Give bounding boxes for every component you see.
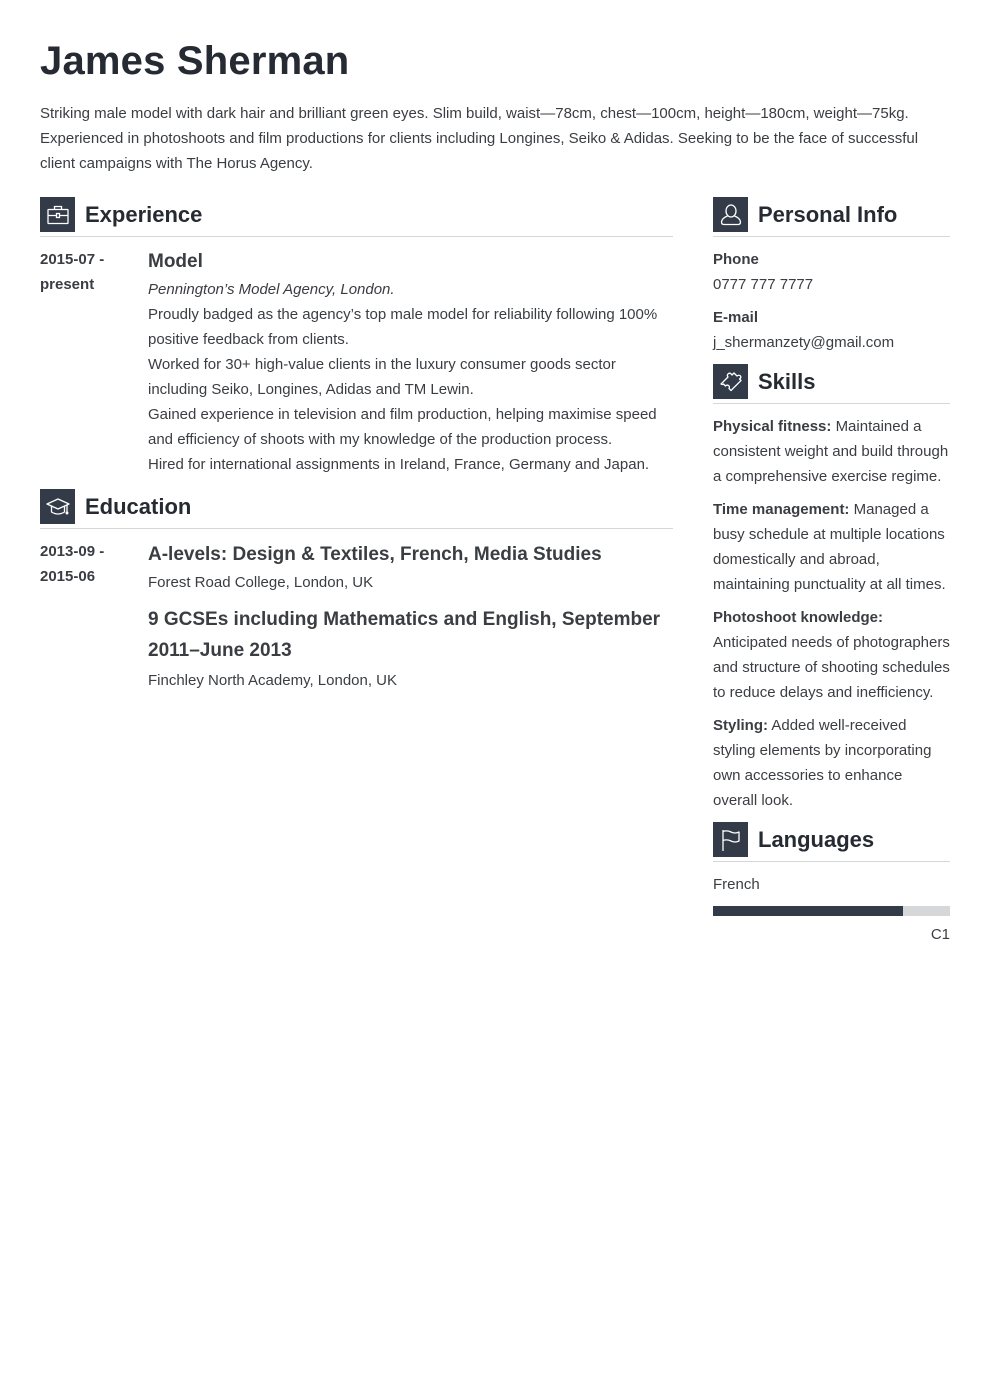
- job-bullet: Hired for international assignments in Ireland, France, Germany and Japan.: [148, 456, 650, 473]
- skills-list: [713, 414, 950, 813]
- experience-header: [40, 197, 673, 232]
- puzzle-piece-icon: [713, 364, 748, 399]
- main-column: [40, 197, 673, 693]
- language-item: [713, 872, 950, 947]
- language-level: C1: [930, 926, 950, 943]
- school-name: Finchley North Academy, London, UK: [148, 672, 398, 689]
- entry-body: [148, 539, 673, 693]
- degree-title: A-levels: Design & Textiles, French, Media Studies: [148, 544, 602, 565]
- phone-label: Phone: [713, 251, 759, 268]
- date-start: 2015-07 -: [40, 251, 105, 268]
- education-header: [40, 489, 673, 524]
- skill-name: Photoshoot knowledge:: [713, 609, 883, 626]
- skills-header: [713, 364, 950, 399]
- sidebar-column: [713, 197, 950, 947]
- language-proficiency-fill: [713, 906, 903, 916]
- language-proficiency-bar: [713, 906, 950, 916]
- degree-title: 9 GCSEs including Mathematics and English, September 2011–June 2013: [148, 609, 661, 661]
- job-title: Model: [148, 251, 203, 272]
- job-bullet: Gained experience in television and film production, helping maximise speed and efficiency of shoots with my knowledge of the production process.: [148, 406, 657, 448]
- languages-header: [713, 822, 950, 857]
- entry-date: [40, 247, 148, 477]
- briefcase-icon: [40, 197, 75, 232]
- phone-value: 0777 777 7777: [713, 276, 814, 293]
- divider: [713, 861, 950, 862]
- education-section: [40, 489, 673, 693]
- date-start: 2013-09 -: [40, 543, 105, 560]
- entry-date: [40, 539, 148, 693]
- skill-item: [713, 713, 950, 813]
- job-bullet: Worked for 30+ high-value clients in the luxury consumer goods sector including Seiko, Longines, Adidas and TM Lewin.: [148, 356, 616, 398]
- divider: [40, 528, 673, 529]
- candidate-name: James Sherman: [40, 39, 350, 83]
- entry-body: [148, 247, 673, 477]
- user-icon: [713, 197, 748, 232]
- job-company: Pennington’s Model Agency, London.: [148, 281, 395, 298]
- experience-entry: [40, 247, 673, 477]
- education-title: Education: [85, 493, 192, 519]
- job-bullet: Proudly badged as the agency’s top male model for reliability following 100% positive feedback from clients.: [148, 306, 658, 348]
- skill-item: [713, 414, 950, 489]
- skill-desc: Managed a busy schedule at multiple locations domestically and abroad, maintaining punctuality at all times.: [713, 501, 946, 593]
- phone-block: [713, 247, 950, 297]
- skill-item: [713, 497, 950, 597]
- school-name: Forest Road College, London, UK: [148, 574, 374, 591]
- languages-section: [713, 822, 950, 947]
- email-value: j_shermanzety@gmail.com: [713, 334, 895, 351]
- skill-desc: Anticipated needs of photographers and structure of shooting schedules to reduce delays and inefficiency.: [713, 634, 950, 701]
- date-end: present: [40, 276, 95, 293]
- experience-title: Experience: [85, 201, 203, 227]
- personal-info-section: [713, 197, 950, 355]
- skills-title: Skills: [758, 368, 816, 394]
- skill-name: Physical fitness:: [713, 418, 832, 435]
- divider: [713, 403, 950, 404]
- date-end: 2015-06: [40, 568, 96, 585]
- language-name: French: [713, 876, 760, 893]
- flag-icon: [713, 822, 748, 857]
- skill-item: [713, 605, 950, 705]
- languages-title: Languages: [758, 826, 875, 852]
- email-block: [713, 305, 950, 355]
- email-label: E-mail: [713, 309, 759, 326]
- divider: [40, 236, 673, 237]
- skill-desc: Maintained a consistent weight and build through a comprehensive exercise regime.: [713, 418, 949, 485]
- personal-info-header: [713, 197, 950, 232]
- personal-info-title: Personal Info: [758, 201, 898, 227]
- skill-name: Time management:: [713, 501, 850, 518]
- experience-section: [40, 197, 673, 477]
- education-entry: [40, 539, 673, 693]
- graduation-cap-icon: [40, 489, 75, 524]
- divider: [713, 236, 950, 237]
- skills-section: [713, 364, 950, 813]
- summary: Striking male model with dark hair and brilliant green eyes. Slim build, waist—78cm, chest—100cm, height—180cm, weight—75kg. Experienced in photoshoots and film productions for clients including Longines, Seiko & Adidas. Seeking to be the face of successful client campaigns with The Horus Agency.: [40, 105, 919, 172]
- skill-name: Styling:: [713, 717, 768, 734]
- skill-desc: Added well-received styling elements by incorporating own accessories to enhance overall look.: [713, 717, 932, 809]
